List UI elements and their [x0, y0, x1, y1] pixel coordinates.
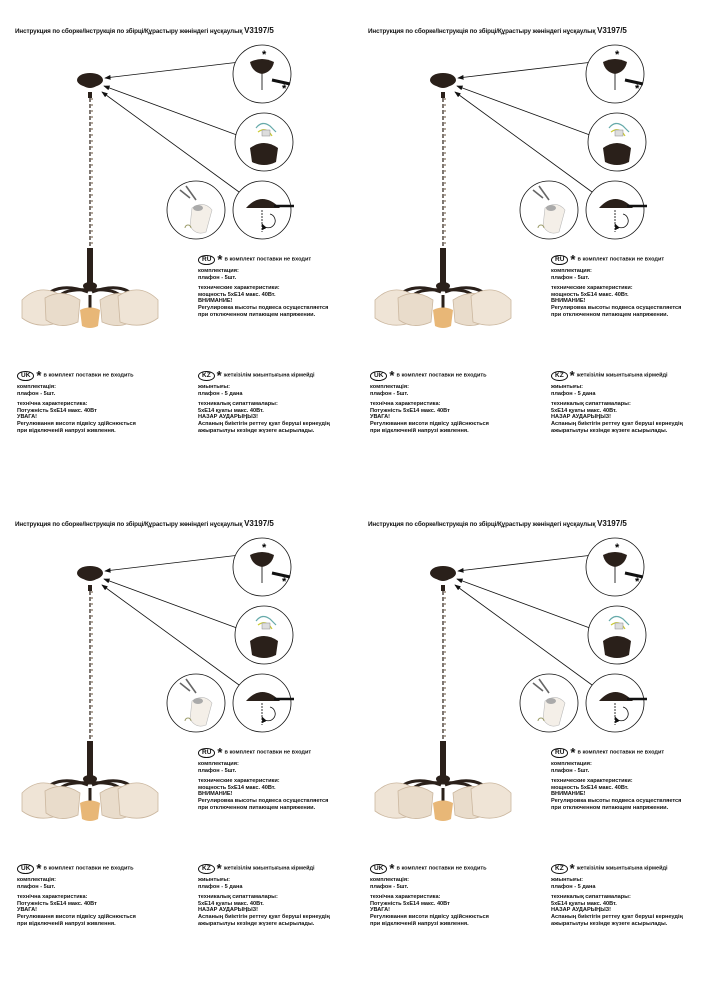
uk-block: UK * в комплект поставки не входить комплектація: плафон - 5шт. технічна характеристика: Потужність 5хЕ14 макс. 40Вт УВАГА! Регулювання висоти підвісу здійснюється при відключеній напрузі живлення.	[17, 368, 136, 434]
kz-block: KZ * жеткізілім жиынтығына кірмейді жиынтығы: плафон - 5 дана техникалық сипаттамалары: 5хЕ14 қуаты макс. 40Вт. НАЗАР АУДАРЫҢЫЗ! Аспаның биіктігін реттеу қуат беруші кернеудің ажыратылуы кезінде жүзеге асырылады.	[198, 861, 330, 927]
asterisk-icon: *	[389, 861, 395, 876]
detail-canopy-mount	[586, 45, 644, 103]
ru-block: RU * в комплект поставки не входит комплектация: плафон - 5шт. технические характеристики: мощность 5хЕ14 макс. 40Вт. ВНИМАНИЕ! Регулировка высоты подвеса осуществляется при отключенном питающем напряжении.	[198, 745, 329, 811]
detail-wiring	[588, 606, 646, 664]
ceiling-canopy	[430, 566, 456, 591]
sheet-title: Инструкция по сборке/Інструкція по збірці/Құрастыру жөніндегі нұсқаулық V3197/5	[368, 519, 627, 528]
uk-badge: UK	[370, 371, 387, 381]
detail-shade-fitting	[520, 674, 578, 732]
uk-badge: UK	[370, 864, 387, 874]
instruction-sheet-1	[0, 0, 353, 500]
instruction-sheet-3	[0, 493, 353, 993]
sheet-title: Инструкция по сборке/Інструкція по збірці/Құрастыру жөніндегі нұсқаулық V3197/5	[15, 26, 274, 35]
asterisk-icon: *	[389, 368, 395, 383]
ru-badge: RU	[198, 748, 215, 758]
suspension-chain	[443, 591, 445, 743]
suspension-chain	[90, 98, 92, 250]
instruction-sheet-4	[353, 493, 706, 993]
svg-text:*: *	[282, 576, 287, 588]
svg-text:*: *	[262, 49, 267, 61]
detail-wiring	[235, 113, 293, 171]
ru-badge: RU	[198, 255, 215, 265]
uk-badge: UK	[17, 371, 34, 381]
detail-shade-fitting	[520, 181, 578, 239]
instruction-sheet-2	[353, 0, 706, 500]
detail-screw-fixing	[233, 181, 294, 239]
ceiling-canopy	[77, 73, 103, 98]
uk-block: UK * в комплект поставки не входить комплектація: плафон - 5шт. технічна характеристика: Потужність 5хЕ14 макс. 40Вт УВАГА! Регулювання висоти підвісу здійснюється при відключеній напрузі живлення.	[370, 861, 489, 927]
sheet-title: Инструкция по сборке/Інструкція по збірці/Құрастыру жөніндегі нұсқаулық V3197/5	[15, 519, 274, 528]
svg-text:*: *	[635, 83, 640, 95]
kz-block: KZ * жеткізілім жиынтығына кірмейді жиынтығы: плафон - 5 дана техникалық сипаттамалары: 5хЕ14 қуаты макс. 40Вт. НАЗАР АУДАРЫҢЫЗ! Аспаның биіктігін реттеу қуат беруші кернеудің ажыратылуы кезінде жүзеге асырылады.	[198, 368, 330, 434]
detail-screw-fixing	[233, 674, 294, 732]
suspension-chain	[443, 98, 445, 250]
detail-shade-fitting	[167, 674, 225, 732]
kz-badge: KZ	[198, 371, 215, 381]
uk-badge: UK	[17, 864, 34, 874]
asterisk-icon: *	[216, 368, 222, 383]
detail-canopy-mount	[233, 45, 291, 103]
kz-block: KZ * жеткізілім жиынтығына кірмейді жиынтығы: плафон - 5 дана техникалық сипаттамалары: 5хЕ14 қуаты макс. 40Вт. НАЗАР АУДАРЫҢЫЗ! Аспаның биіктігін реттеу қуат беруші кернеудің ажыратылуы кезінде жүзеге асырылады.	[551, 861, 683, 927]
svg-text:*: *	[615, 49, 620, 61]
svg-text:*: *	[262, 542, 267, 554]
detail-wiring	[588, 113, 646, 171]
kz-block: KZ * жеткізілім жиынтығына кірмейді жиынтығы: плафон - 5 дана техникалық сипаттамалары: 5хЕ14 қуаты макс. 40Вт. НАЗАР АУДАРЫҢЫЗ! Аспаның биіктігін реттеу қуат беруші кернеудің ажыратылуы кезінде жүзеге асырылады.	[551, 368, 683, 434]
asterisk-icon: *	[570, 252, 576, 267]
uk-block: UK * в комплект поставки не входить комплектація: плафон - 5шт. технічна характеристика: Потужність 5хЕ14 макс. 40Вт УВАГА! Регулювання висоти підвісу здійснюється при відключеній напрузі живлення.	[17, 861, 136, 927]
pointer-arrows	[102, 555, 250, 693]
ru-badge: RU	[551, 748, 568, 758]
ru-block: RU * в комплект поставки не входит комплектация: плафон - 5шт. технические характеристики: мощность 5хЕ14 макс. 40Вт. ВНИМАНИЕ! Регулировка высоты подвеса осуществляется при отключенном питающем напряжении.	[551, 252, 682, 318]
pointer-arrows	[455, 555, 603, 693]
detail-canopy-mount	[233, 538, 291, 596]
asterisk-icon: *	[217, 745, 223, 760]
ceiling-canopy	[77, 566, 103, 591]
sheet-title: Инструкция по сборке/Інструкція по збірці/Құрастыру жөніндегі нұсқаулық V3197/5	[368, 26, 627, 35]
svg-text:*: *	[635, 576, 640, 588]
svg-text:*: *	[282, 83, 287, 95]
asterisk-icon: *	[36, 861, 42, 876]
kz-badge: KZ	[551, 371, 568, 381]
ceiling-canopy	[430, 73, 456, 98]
asterisk-icon: *	[570, 745, 576, 760]
ru-block: RU * в комплект поставки не входит комплектация: плафон - 5шт. технические характеристики: мощность 5хЕ14 макс. 40Вт. ВНИМАНИЕ! Регулировка высоты подвеса осуществляется при отключенном питающем напряжении.	[551, 745, 682, 811]
kz-badge: KZ	[551, 864, 568, 874]
detail-screw-fixing	[586, 674, 647, 732]
asterisk-icon: *	[569, 861, 575, 876]
asterisk-icon: *	[569, 368, 575, 383]
detail-canopy-mount	[586, 538, 644, 596]
ru-block: RU * в комплект поставки не входит комплектация: плафон - 5шт. технические характеристики: мощность 5хЕ14 макс. 40Вт. ВНИМАНИЕ! Регулировка высоты подвеса осуществляется при отключенном питающем напряжении.	[198, 252, 329, 318]
asterisk-icon: *	[36, 368, 42, 383]
detail-shade-fitting	[167, 181, 225, 239]
kz-badge: KZ	[198, 864, 215, 874]
asterisk-icon: *	[216, 861, 222, 876]
pointer-arrows	[455, 62, 603, 200]
detail-screw-fixing	[586, 181, 647, 239]
uk-block: UK * в комплект поставки не входить комплектація: плафон - 5шт. технічна характеристика: Потужність 5хЕ14 макс. 40Вт УВАГА! Регулювання висоти підвісу здійснюється при відключеній напрузі живлення.	[370, 368, 489, 434]
svg-text:*: *	[615, 542, 620, 554]
pointer-arrows	[102, 62, 250, 200]
ru-badge: RU	[551, 255, 568, 265]
detail-wiring	[235, 606, 293, 664]
asterisk-icon: *	[217, 252, 223, 267]
suspension-chain	[90, 591, 92, 743]
